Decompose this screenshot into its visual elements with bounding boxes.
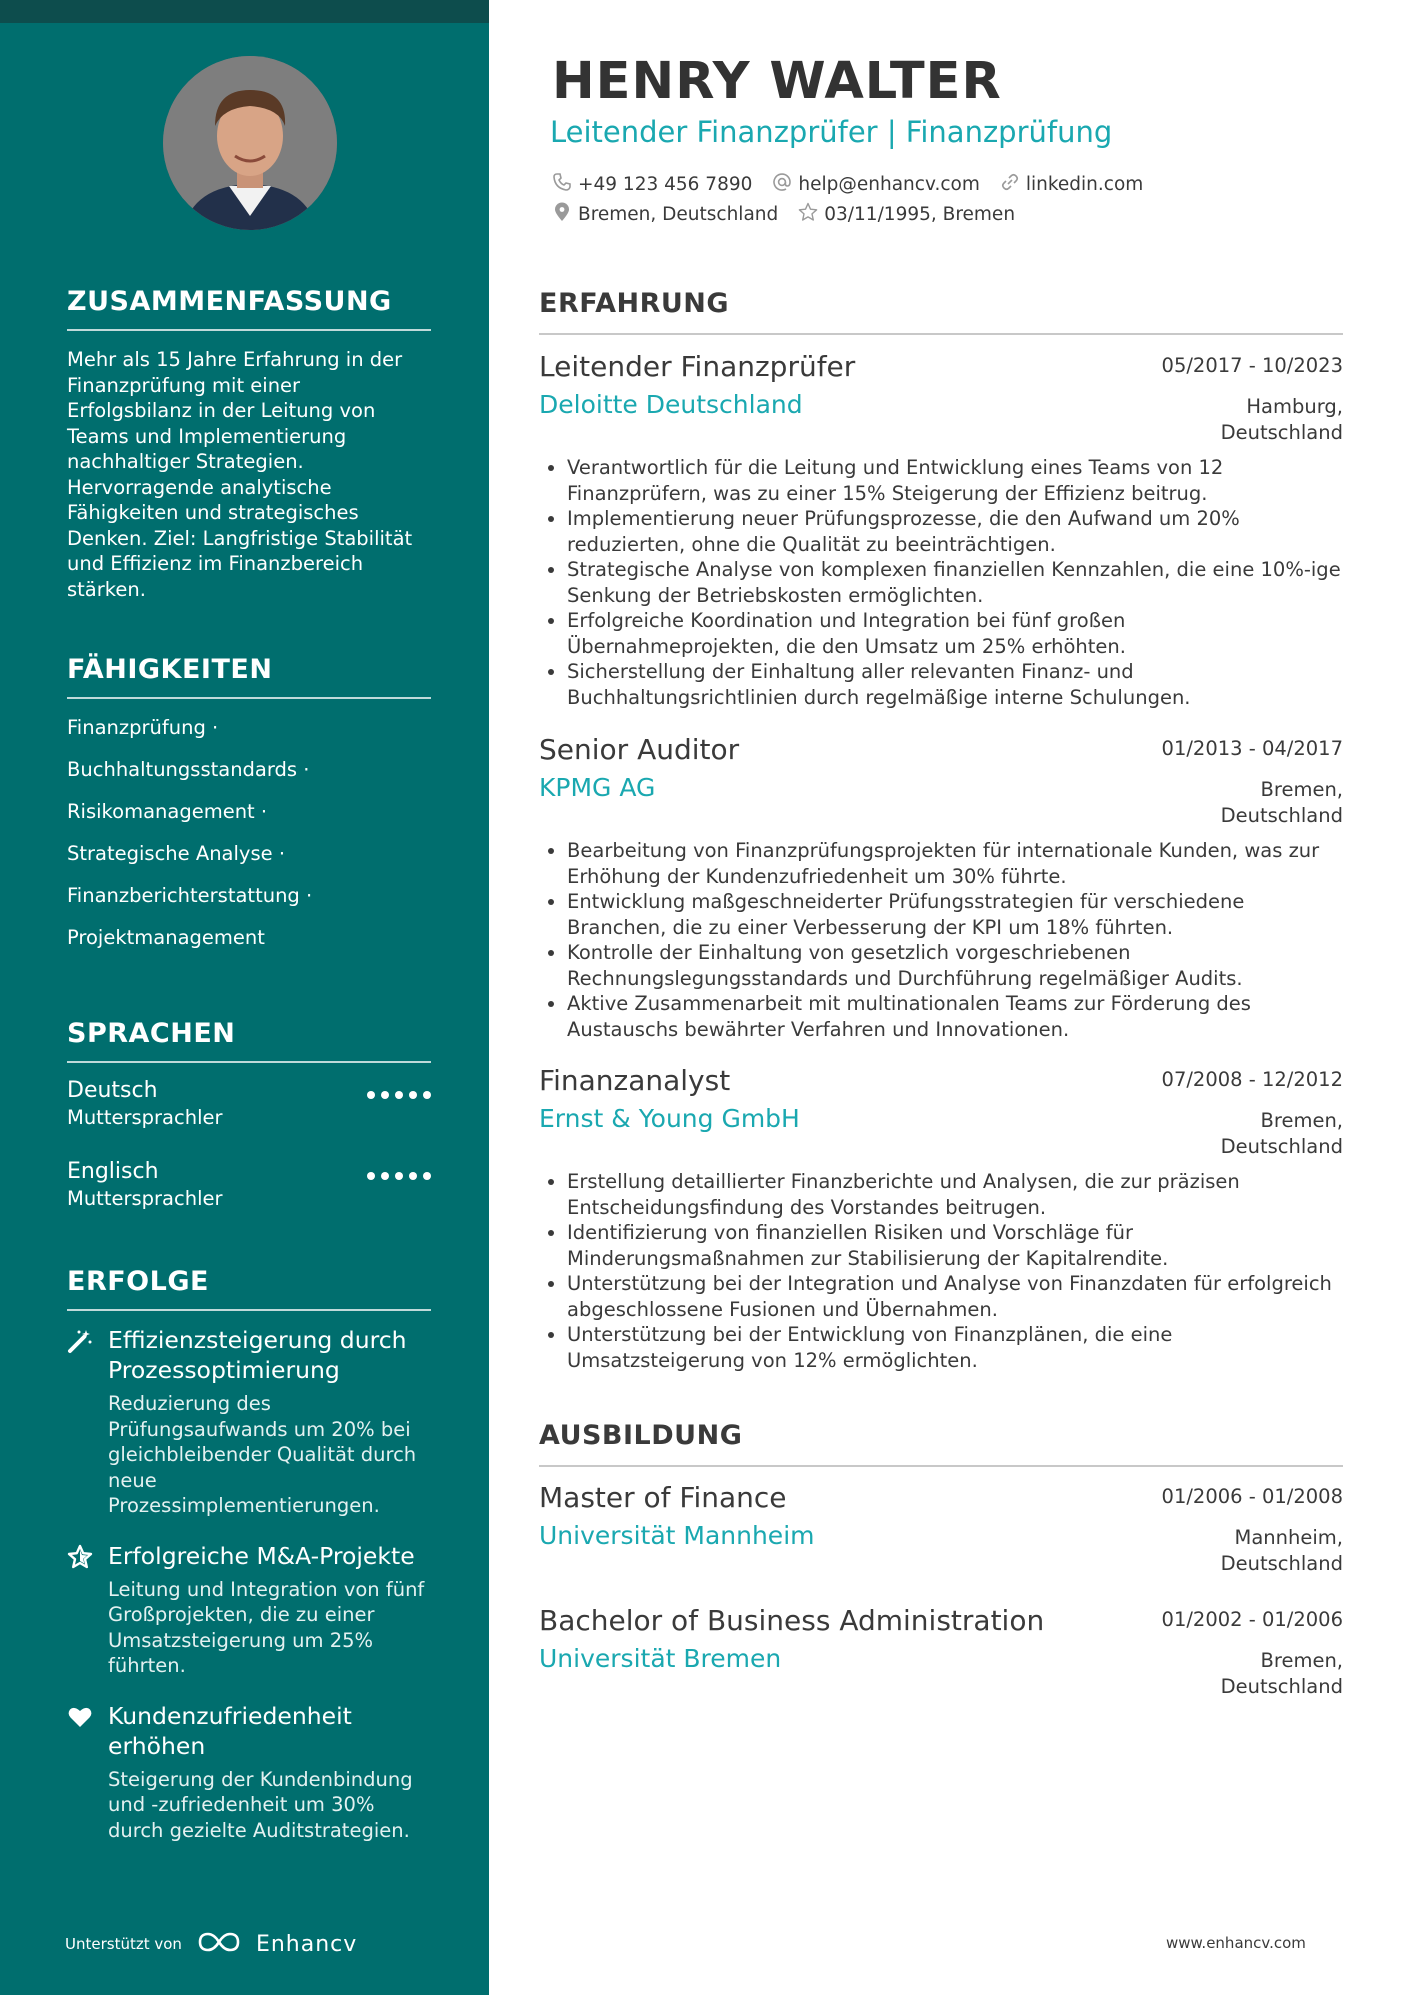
enhancv-logo-icon [196, 1930, 242, 1958]
language-rating [367, 1172, 431, 1180]
sidebar-top-bar [0, 0, 489, 23]
job-location [1221, 1108, 1343, 1159]
job-location-country: Deutschland [1220, 803, 1343, 827]
heart-icon [67, 1704, 93, 1730]
bullet: • Verantwortlich für die Leitung und Entwicklung eines Teams von 12 Finanzprüfern, was zu einer 15% Steigerung der Effizienz beitrug. [567, 455, 1343, 506]
degree-location-city: Mannheim, [1234, 1526, 1343, 1549]
rating-dot [423, 1091, 431, 1099]
summary-text: Mehr als 15 Jahre Erfahrung in der Finanzprüfung mit einer Erfolgsbilanz in der Leitung von Teams und Implementierung nachhaltiger Strategien. Hervorragende analytische Fähigkeiten und strategisches Denken. Ziel: Langfristige Stabilität und Effizienz im Finanzbereich stärken. [67, 348, 413, 601]
language-level: Muttersprachler [67, 1106, 223, 1129]
candidate-name: HENRY WALTER [552, 52, 1002, 111]
job-company[interactable]: Ernst & Young GmbH [539, 1104, 800, 1133]
phone-icon [552, 172, 572, 197]
achievement-desc: Steigerung der Kundenbindung und -zufriedenheit um 30% durch gezielte Auditstrategien. [108, 1767, 413, 1842]
experience-entry [539, 733, 1343, 1042]
achievement-title: Effizienzsteigerung durch Prozessoptimierung [108, 1326, 407, 1384]
bullet: • Erfolgreiche Koordination und Integration bei fünf großen Übernahmeprojekten, die den Umsatz um 25% erhöhten. [567, 608, 1343, 659]
email-text[interactable]: help@enhancv.com [798, 174, 980, 195]
summary-title: ZUSAMMENFASSUNG [67, 286, 431, 331]
degree-date: 01/2002 - 01/2006 [1161, 1608, 1343, 1631]
job-location-city: Bremen, [1260, 1109, 1343, 1132]
languages-section [67, 1018, 431, 1239]
profile-photo [163, 56, 337, 230]
bullet: • Bearbeitung von Finanzprüfungsprojekten für internationale Kunden, was zur Erhöhung der Kundenzufriedenheit um 30% führte. [567, 838, 1343, 889]
job-location [1221, 777, 1343, 828]
experience-title: ERFAHRUNG [539, 288, 1343, 335]
rating-dot [423, 1172, 431, 1180]
achievement-item [67, 1325, 431, 1519]
experience-entry [539, 350, 1343, 710]
sidebar [0, 0, 489, 1995]
achievements-title: ERFOLGE [67, 1266, 431, 1311]
language-rating [367, 1091, 431, 1099]
rating-dot [395, 1172, 403, 1180]
footer-url[interactable]: www.enhancv.com [1166, 1934, 1306, 1952]
job-title: Senior Auditor [539, 733, 740, 766]
job-date: 05/2017 - 10/2023 [1161, 354, 1343, 377]
rating-dot [381, 1091, 389, 1099]
achievement-item [67, 1541, 431, 1679]
degree-location-country: Deutschland [1220, 1551, 1343, 1575]
job-title: Finanzanalyst [539, 1064, 731, 1097]
linkedin-text[interactable]: linkedin.com [1025, 174, 1144, 195]
degree-location-country: Deutschland [1220, 1674, 1343, 1698]
star-outline-icon [798, 202, 818, 227]
skill-item: Risikomanagement · [67, 800, 268, 823]
rating-dot [409, 1091, 417, 1099]
experience-entry [539, 1064, 1343, 1373]
enhancv-brand: Enhancv [255, 1931, 358, 1957]
contact-phone [552, 172, 752, 197]
job-bullets [539, 455, 1343, 710]
skill-item: Finanzberichterstattung · [67, 884, 313, 907]
job-company[interactable]: Deloitte Deutschland [539, 390, 803, 419]
degree-title: Master of Finance [539, 1481, 787, 1514]
education-entry [539, 1604, 1343, 1698]
job-location-country: Deutschland [1220, 420, 1343, 444]
job-title: Leitender Finanzprüfer [539, 350, 856, 383]
bullet: • Sicherstellung der Einhaltung aller relevanten Finanz- und Buchhaltungsrichtlinien durch regelmäßige interne Schulungen. [567, 659, 1343, 710]
bullet: • Identifizierung von finanziellen Risiken und Vorschläge für Minderungsmaßnahmen zur Stabilisierung der Kapitalrendite. [567, 1220, 1343, 1271]
birth-text: 03/11/1995, Bremen [824, 204, 1016, 225]
education-title: AUSBILDUNG [539, 1420, 1343, 1467]
skill-item: Buchhaltungsstandards · [67, 758, 310, 781]
language-item [67, 1158, 431, 1239]
contact-row-2 [552, 202, 1015, 227]
bullet: • Unterstützung bei der Integration und Analyse von Finanzdaten für erfolgreich abgeschlossene Fusionen und Übernahmen. [567, 1271, 1343, 1322]
degree-location [1221, 1648, 1343, 1699]
link-icon [1000, 172, 1020, 197]
bullet: • Unterstützung bei der Entwicklung von Finanzplänen, die eine Umsatzsteigerung von 12% ermöglichten. [567, 1322, 1343, 1373]
language-name: Englisch [67, 1159, 159, 1184]
rating-dot [367, 1091, 375, 1099]
job-location-city: Hamburg, [1246, 395, 1343, 418]
contact-birth [798, 202, 1015, 227]
skill-item: Strategische Analyse · [67, 842, 286, 865]
achievement-item [67, 1701, 431, 1844]
star-icon [67, 1544, 93, 1570]
bullet: • Kontrolle der Einhaltung von gesetzlich vorgeschriebenen Rechnungslegungsstandards und Durchführung regelmäßiger Audits. [567, 940, 1343, 991]
rating-dot [409, 1172, 417, 1180]
job-date: 01/2013 - 04/2017 [1161, 737, 1343, 760]
skills-title: FÄHIGKEITEN [67, 654, 431, 699]
education-entry [539, 1481, 1343, 1575]
language-item [67, 1077, 431, 1158]
candidate-role: Leitender Finanzprüfer | Finanzprüfung [550, 115, 1113, 149]
skills-section [67, 654, 431, 967]
skill-item: Projektmanagement [67, 926, 265, 949]
summary-section [67, 286, 431, 602]
degree-date: 01/2006 - 01/2008 [1161, 1485, 1343, 1508]
degree-institution[interactable]: Universität Mannheim [539, 1521, 815, 1550]
bullet: • Entwicklung maßgeschneiderter Prüfungsstrategien für verschiedene Branchen, die zu einer Verbesserung der KPI um 18% führten. [567, 889, 1343, 940]
contact-row-1 [552, 172, 1143, 197]
contact-linkedin[interactable] [1000, 172, 1143, 197]
job-date: 07/2008 - 12/2012 [1161, 1068, 1343, 1091]
rating-dot [381, 1172, 389, 1180]
phone-text: +49 123 456 7890 [578, 174, 753, 195]
bullet: • Strategische Analyse von komplexen finanziellen Kennzahlen, die eine 10%-ige Senkung der Betriebskosten ermöglichten. [567, 557, 1343, 608]
location-text: Bremen, Deutschland [578, 204, 779, 225]
job-company[interactable]: KPMG AG [539, 773, 656, 802]
rating-dot [395, 1091, 403, 1099]
contact-location [552, 202, 778, 227]
degree-location-city: Bremen, [1260, 1649, 1343, 1672]
achievements-section [67, 1266, 431, 1843]
degree-institution[interactable]: Universität Bremen [539, 1644, 782, 1673]
degree-title: Bachelor of Business Administration [539, 1604, 1045, 1637]
job-location-city: Bremen, [1260, 778, 1343, 801]
bullet: • Implementierung neuer Prüfungsprozesse, die den Aufwand um 20% reduzierten, ohne die Qualität zu beeinträchtigen. [567, 506, 1343, 557]
bullet: • Erstellung detaillierter Finanzberichte und Analysen, die zur präzisen Entscheidungsfindung des Vorstandes beitrugen. [567, 1169, 1343, 1220]
language-level: Muttersprachler [67, 1187, 223, 1210]
language-name: Deutsch [67, 1078, 158, 1103]
achievement-title: Kundenzufriedenheit erhöhen [108, 1701, 352, 1760]
achievement-title: Erfolgreiche M&A-Projekte [108, 1541, 415, 1570]
job-bullets [539, 1169, 1343, 1373]
job-bullets [539, 838, 1343, 1042]
skill-item: Finanzprüfung · [67, 716, 219, 739]
achievement-desc: Leitung und Integration von fünf Großprojekten, die zu einer Umsatzsteigerung um 25% führten. [108, 1577, 425, 1677]
rating-dot [367, 1172, 375, 1180]
contact-email[interactable] [772, 172, 979, 197]
powered-by-label: Unterstützt von [65, 1935, 182, 1953]
bullet: • Aktive Zusammenarbeit mit multinationalen Teams zur Förderung des Austauschs bewährter Verfahren und Innovationen. [567, 991, 1343, 1042]
job-location-country: Deutschland [1220, 1134, 1343, 1158]
languages-title: SPRACHEN [67, 1018, 431, 1063]
at-icon [772, 172, 792, 197]
location-pin-icon [552, 202, 572, 227]
achievement-desc: Reduzierung des Prüfungsaufwands um 20% bei gleichbleibender Qualität durch neue Prozessimplementierungen. [108, 1392, 417, 1517]
powered-by [65, 1930, 357, 1958]
magic-wand-icon [67, 1328, 93, 1354]
degree-location [1221, 1525, 1343, 1576]
job-location [1221, 394, 1343, 445]
